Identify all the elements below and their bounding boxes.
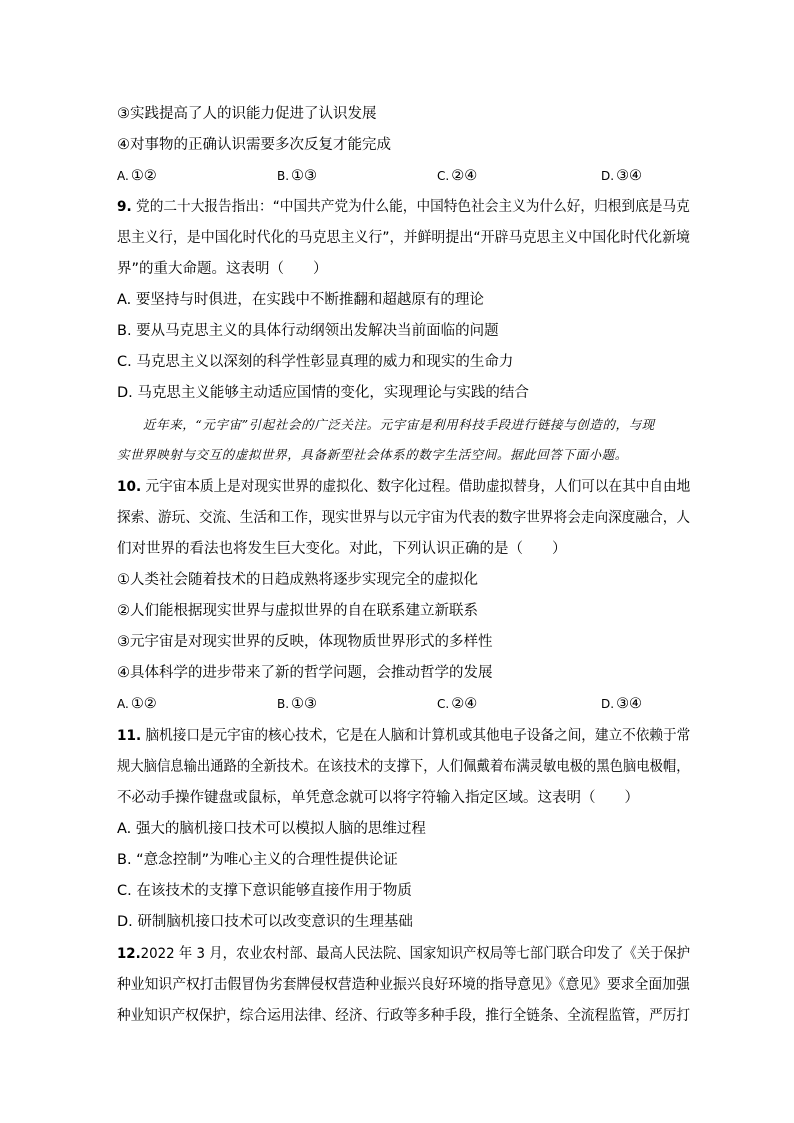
question-12-line-3: 种业知识产权保护，综合运用法律、经济、行政等多种手段，推行全链条、全流程监管，严厉打	[117, 1008, 690, 1024]
statement-4: ④对事物的正确认识需要多次反复才能完成	[117, 137, 391, 153]
passage-line-2: 实世界映射与交互的虚拟世界，具备新型社会体系的数字生活空间。据此回答下面小题。	[117, 447, 628, 462]
q9-option-b: B. 要从马克思主义的具体行动纲领出发解决当前面临的问题	[117, 323, 499, 339]
question-9-line-2: 思主义行，是中国化时代化的马克思主义行”，并鲜明提出“开辟马克思主义中国化时代化新境	[117, 230, 691, 246]
q10-statement-2: ②人们能根据现实世界与虚拟世界的自在联系建立新联系	[117, 603, 478, 619]
options-row-q8	[117, 166, 677, 186]
question-9-line-3: 界”的重大命题。这表明（ ）	[117, 261, 328, 277]
q10-statement-1: ①人类社会随着技术的日趋成熟将逐步实现完全的虚拟化	[117, 572, 478, 588]
q10-statement-4: ④具体科学的进步带来了新的哲学问题，会推动哲学的发展	[117, 665, 493, 681]
option-a: A. ①②	[117, 696, 157, 712]
question-12-line-1: 12.2022 年 3 月，农业农村部、最高人民法院、国家知识产权局等七部门联合印发了《关于保护	[117, 946, 691, 962]
question-9-line-1: 9. 党的二十大报告指出：“中国共产党为什么能，中国特色社会主义为什么好，归根到底是马克	[117, 199, 690, 215]
q10-statement-3: ③元宇宙是对现实世界的反映，体现物质世界形式的多样性	[117, 634, 493, 650]
passage-line-1: 近年来，“元宇宙”引起社会的广泛关注。元宇宙是利用科技手段进行链接与创造的，与现	[143, 417, 655, 432]
q11-option-a: A. 强大的脑机接口技术可以模拟人脑的思维过程	[117, 821, 426, 837]
q9-option-a: A. 要坚持与时俱进，在实践中不断推翻和超越原有的理论	[117, 292, 484, 308]
q9-option-d: D. 马克思主义能够主动适应国情的变化，实现理论与实践的结合	[117, 385, 529, 401]
question-12-line-2: 种业知识产权打击假冒伪劣套牌侵权营造种业振兴良好环境的指导意见》《意见》要求全面加强	[117, 977, 690, 993]
option-c: C. ②④	[437, 696, 478, 712]
question-10-line-2: 探索、游玩、交流、生活和工作，现实世界与以元宇宙为代表的数字世界将会走向深度融合，人	[117, 510, 690, 526]
options-row-q10	[117, 694, 677, 714]
question-11-line-1: 11. 脑机接口是元宇宙的核心技术，它是在人脑和计算机或其他电子设备之间，建立不依赖于常	[117, 728, 691, 744]
option-d: D. ③④	[601, 168, 643, 184]
statement-3: ③实践提高了人的识能力促进了认识发展	[117, 106, 377, 122]
q9-option-c: C. 马克思主义以深刻的科学性彰显真理的威力和现实的生命力	[117, 354, 514, 370]
option-a: A. ①②	[117, 168, 157, 184]
question-11-line-3: 不必动手操作键盘或鼠标，单凭意念就可以将字符输入指定区域。这表明（ ）	[117, 790, 639, 806]
option-b: B. ①③	[277, 168, 318, 184]
q11-option-c: C. 在该技术的支撑下意识能够直接作用于物质	[117, 883, 412, 899]
option-d: D. ③④	[601, 696, 643, 712]
question-10-line-1: 10. 元宇宙本质上是对现实世界的虚拟化、数字化过程。借助虚拟替身，人们可以在其中自由地	[117, 479, 691, 495]
q11-option-d: D. 研制脑机接口技术可以改变意识的生理基础	[117, 914, 413, 930]
q11-option-b: B. “意念控制”为唯心主义的合理性提供论证	[117, 852, 398, 868]
question-10-line-3: 们对世界的看法也将发生巨大变化。对此，下列认识正确的是（ ）	[117, 541, 567, 557]
question-11-line-2: 规大脑信息输出通路的全新技术。在该技术的支撑下，人们佩戴着布满灵敏电极的黑色脑电极帽，	[117, 759, 690, 775]
option-c: C. ②④	[437, 168, 478, 184]
option-b: B. ①③	[277, 696, 318, 712]
